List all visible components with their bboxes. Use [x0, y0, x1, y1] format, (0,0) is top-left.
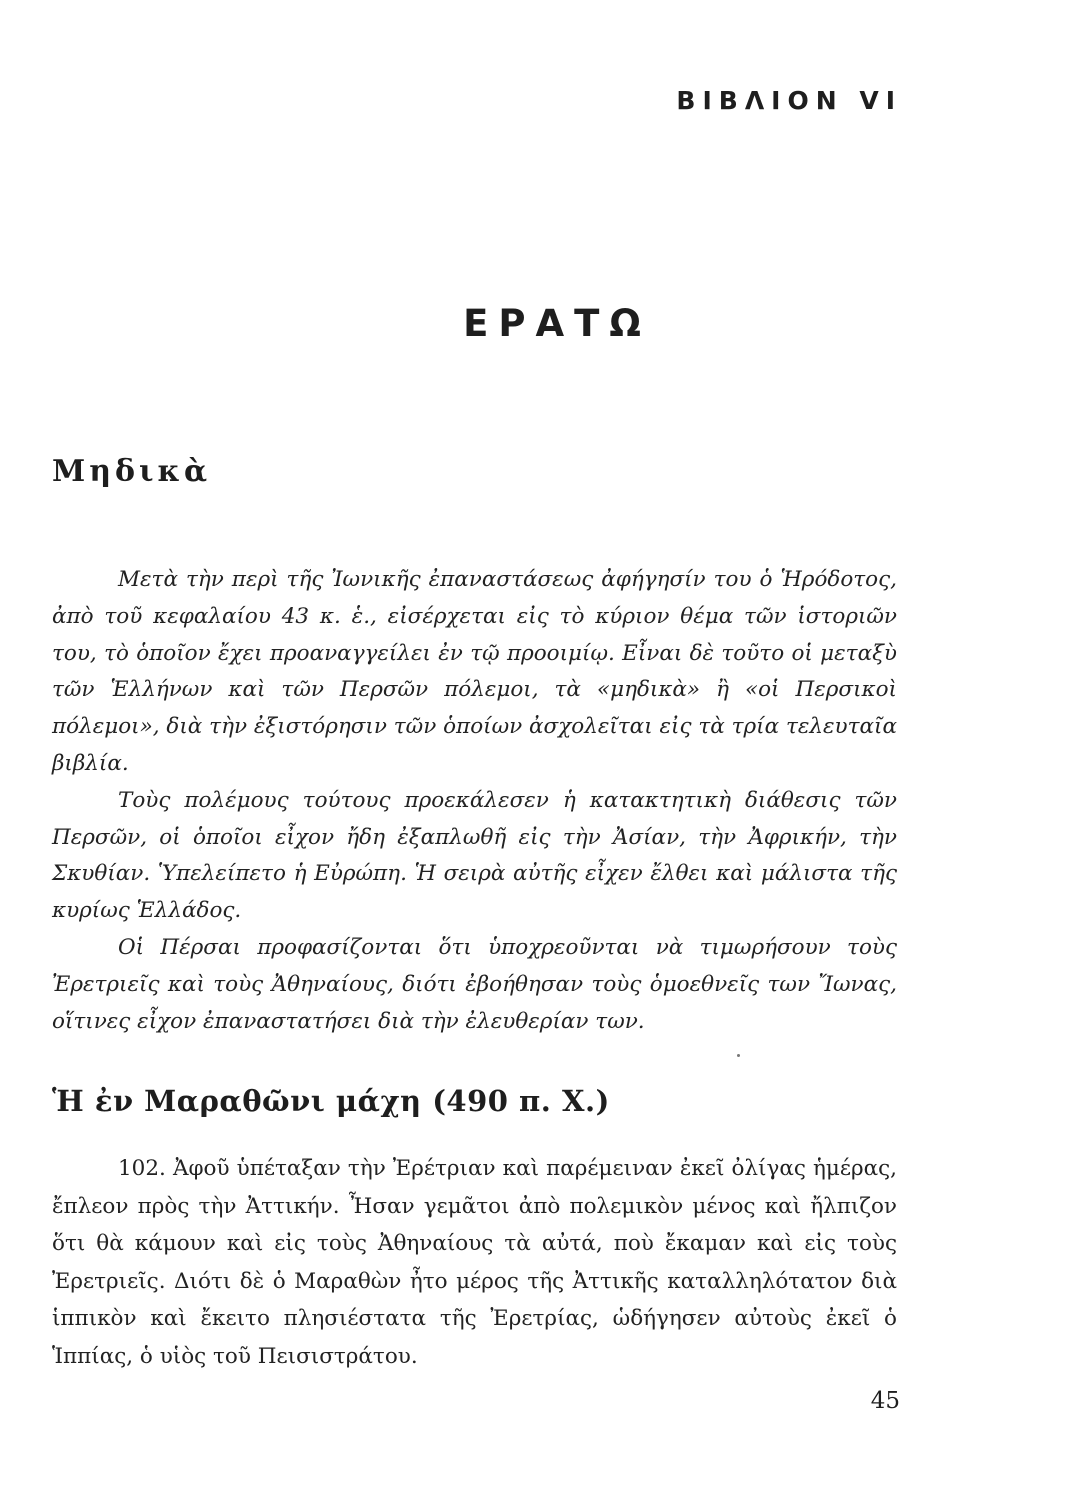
intro-paragraph: Οἱ Πέρσαι προφασίζονται ὅτι ὑποχρεοῦνται νὰ τιμωρήσουν τοὺς Ἐρετριεῖς καὶ τοὺς Ἀθηναίους, διότι ἐβοήθησαν τοὺς ὁμοεθνεῖς των Ἴωνας, οἵτινες εἶχον ἐπαναστατήσει διὰ τὴν ἐλευθερίαν των. [52, 934, 897, 1034]
body-text [52, 1150, 897, 1375]
section-heading-medika: Μηδικὰ [52, 454, 212, 489]
chapter-title: ΕΡΑΤΩ [463, 302, 651, 345]
body-paragraph: 102. Ἀφοῦ ὑπέταξαν τὴν Ἐρέτριαν καὶ παρέμειναν ἐκεῖ ὀλίγας ἡμέρας, ἔπλεον πρὸς τὴν Ἀττικήν. Ἦσαν γεμᾶτοι ἀπὸ πολεμικὸν μένος καὶ ἤλπιζον ὅτι θὰ κάμουν καὶ εἰς τοὺς Ἀθηναίους τὰ αὐτά, ποὺ ἔκαμαν καὶ εἰς τοὺς Ἐρετριεῖς. Διότι δὲ ὁ Μαραθὼν ἦτο μέρος τῆς Ἀττικῆς καταλληλότατον διὰ ἱππικὸν καὶ ἔκειτο πλησιέστατα τῆς Ἐρετρίας, ὡδήγησεν αὐτοὺς ἐκεῖ ὁ Ἱππίας, ὁ υἱὸς τοῦ Πεισιστράτου. [52, 1156, 897, 1369]
intro-paragraph: Μετὰ τὴν περὶ τῆς Ἰωνικῆς ἐπαναστάσεως ἀφήγησίν του ὁ Ἡρόδοτος, ἀπὸ τοῦ κεφαλαίου 43 κ. ἑ., εἰσέρχεται εἰς τὸ κύριον θέμα τῶν ἱστοριῶν του, τὸ ὁποῖον ἔχει προαναγγείλει ἐν τῷ προοιμίῳ. Εἶναι δὲ τοῦτο οἱ μεταξὺ τῶν Ἑλλήνων καὶ τῶν Περσῶν πόλεμοι, τὰ «μηδικὰ» ἢ «οἱ Περσικοὶ πόλεμοι», διὰ τὴν ἐξιστόρησιν τῶν ὁποίων ἀσχολεῖται εἰς τὰ τρία τελευταῖα βιβλία. [52, 567, 897, 776]
page-number: 45 [870, 1388, 900, 1414]
intro-text [52, 562, 897, 1040]
intro-paragraph: Τοὺς πολέμους τούτους προεκάλεσεν ἡ κατακτητικὴ διάθεσις τῶν Περσῶν, οἱ ὁποῖοι εἶχον ἤδη ἐξαπλωθῆ εἰς τὴν Ἀσίαν, τὴν Ἀφρικήν, τὴν Σκυθίαν. Ὑπελείπετο ἡ Εὐρώπη. Ἡ σειρὰ αὐτῆς εἶχεν ἔλθει καὶ μάλιστα τῆς κυρίως Ἑλλάδος. [52, 787, 897, 924]
book-header: ΒΙΒΛΙΟΝ VI [676, 86, 902, 115]
ink-dot [737, 1054, 740, 1057]
section-heading-marathon: Ἡ ἐν Μαραθῶνι μάχη (490 π. Χ.) [52, 1084, 610, 1118]
